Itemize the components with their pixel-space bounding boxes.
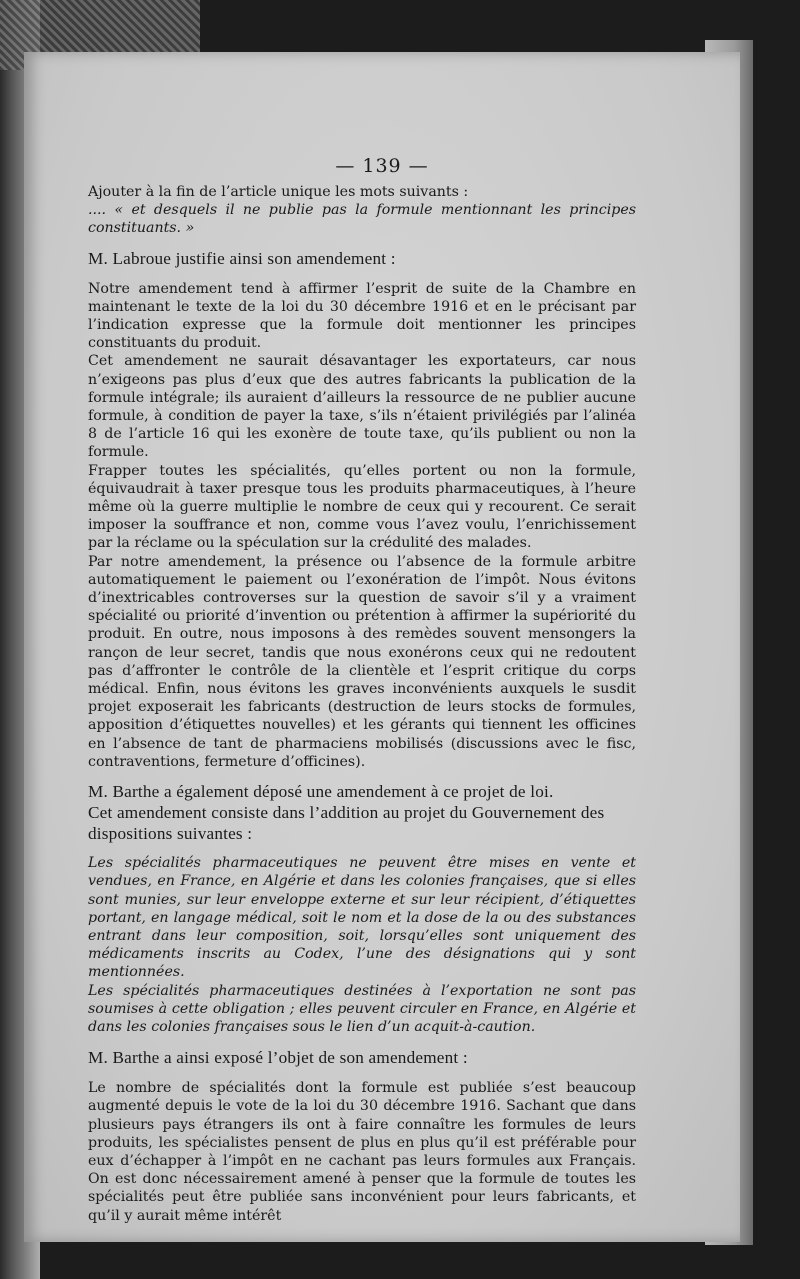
- amendment-text: [88, 854, 636, 1036]
- quoted-addition: .... « et desquels il ne publie pas la formule mentionnant les principes constituants. »: [88, 202, 636, 237]
- paragraph-4: Par notre amendement, la présence ou l’absence de la formule arbitre automatiquement le paiement ou l’exonération de l’impôt. Nous évitons d’inextricables controverses sur la question de savoir s’il y a vraiment spécialité ou priorité d’invention ou prétention à affirmer la supériorité du produit. En outre, nous imposons à des remèdes souvent mensongers la rançon de leur secret, tandis que nous exonérons ceux qui ne redoutent pas d’affronter le contrôle de la clientèle et l’esprit critique du corps médical. Enfin, nous évitons les graves inconvénients auxquels le susdit projet exposerait les fabricants (destruction de leurs stocks de formules, apposition d’étiquettes nouvelles) et les gérants qui tiennent les officines en l’absence de tant de pharmaciens mobilisés (discussions avec le fisc, contraventions, fermeture d’officines).: [88, 553, 636, 770]
- labroue-justification: [88, 280, 636, 771]
- heading-labroue: M. Labroue justifie ainsi son amendement :: [88, 248, 396, 268]
- barthe-deposit-line: M. Barthe a également déposé une amendement à ce projet de loi.: [88, 782, 554, 802]
- amendment-paragraph-1: Les spécialités pharmaceutiques ne peuvent être mises en vente et vendues, en France, en Algérie et dans les colonies françaises, que si elles sont munies, sur leur enveloppe externe et sur leur récipient, d’étiquettes portant, en langage médical, soit le nom et la dose de la ou des substances entrant dans leur composition, soit, lorsqu’elles sont uniquement des médicaments inscrits au Codex, l’une des désignations qui y sont mentionnées.: [88, 855, 636, 981]
- heading-barthe-deposit: [88, 781, 636, 844]
- paragraph-5: Le nombre de spécialités dont la formule est publiée s’est beaucoup augmenté depuis le vote de la loi du 30 décembre 1916. Sachant que dans plusieurs pays étrangers ils ont à faire connaître les formules de leurs produits, les spécialistes pensent de plus en plus qu’il est préférable pour eux d’échapper à l’impôt en ne cachant pas leurs formules aux Français. On est donc nécessairement amené à penser que la formule de toutes les spécialités peut être publiée sans inconvénient pour leurs fabricants, et qu’il y aurait même intérêt: [88, 1080, 636, 1224]
- paragraph-1: Notre amendement tend à affirmer l’esprit de suite de la Chambre en maintenant le texte de la loi du 30 décembre 1916 et en le précisant par l’indication expresse que la formule doit mentionner les principes constituants du produit.: [88, 280, 636, 352]
- paragraph-2: Cet amendement ne saurait désavantager les exportateurs, car nous n’exigeons pas plus d’eux que des autres fabricants la publication de la formule intégrale; ils auraient d’ailleurs la ressource de ne publier aucune formule, à condition de payer la taxe, s’ils n’étaient privilégiés par l’alinéa 8 de l’article 16 qui les exonère de toute taxe, qu’ils publient ou non la formule.: [88, 353, 636, 461]
- page-content: [88, 155, 636, 1225]
- page-number: — 139 —: [335, 155, 429, 177]
- heading-barthe-exposition: M. Barthe a ainsi exposé l’objet de son amendement :: [88, 1048, 468, 1068]
- paragraph-3: Frapper toutes les spécialités, qu’elles portent ou non la formule, équivaudrait à taxer presque tous les produits pharmaceutiques, à l’heure même où la guerre multiplie le nombre de ceux qui y recourent. Ce serait imposer la souffrance et non, comme vous l’avez voulu, l’enrichissement par la réclame ou la spéculation sur la crédulité des malades.: [88, 462, 636, 552]
- barthe-amendment-line: Cet amendement consiste dans l’addition au projet du Gouvernement des dispositions suivantes :: [88, 803, 605, 844]
- paragraph-intro: Ajouter à la fin de l’article unique les mots suivants :: [88, 184, 469, 200]
- amendment-paragraph-2: Les spécialités pharmaceutiques destinées à l’exportation ne sont pas soumises à cette obligation ; elles peuvent circuler en France, en Algérie et dans les colonies françaises sous le lien d’un acquit-à-caution.: [88, 982, 636, 1035]
